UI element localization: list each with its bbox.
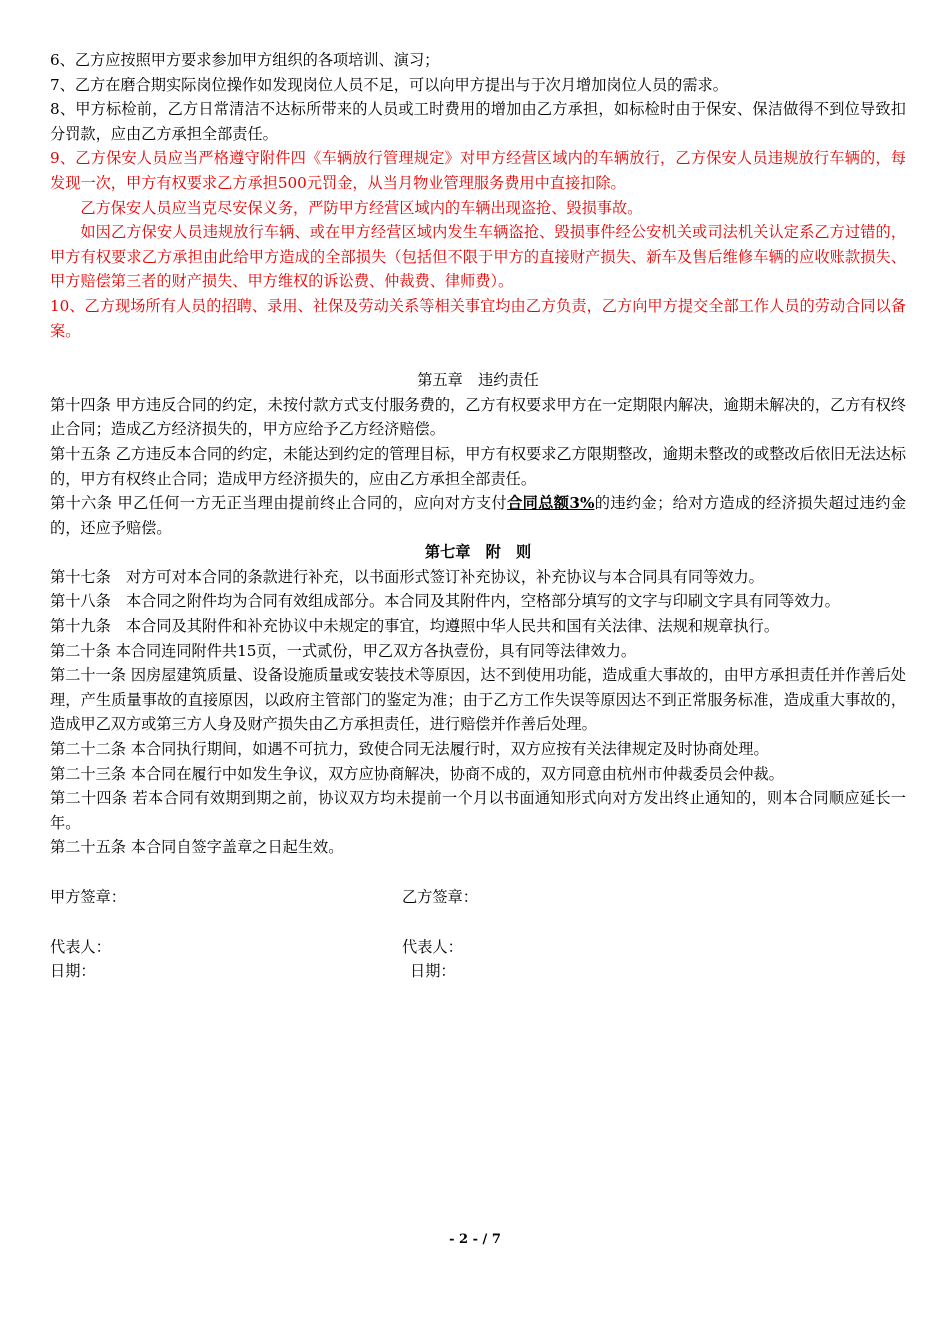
article-16-penalty-rate: 合同总额3% bbox=[507, 494, 595, 513]
clause-9: 9、乙方保安人员应当严格遵守附件四《车辆放行管理规定》对甲方经营区域内的车辆放行，乙方保安人员违规放行车辆的，每发现一次，甲方有权要求乙方承担500元罚金，从当月物业管理服务费用中直接扣除。 bbox=[50, 149, 906, 192]
party-b-representative-label: 代表人： bbox=[402, 937, 463, 956]
article-16-pre: 第十六条 甲乙任何一方无正当理由提前终止合同的，应向对方支付 bbox=[50, 494, 508, 513]
clause-10: 10、乙方现场所有人员的招聘、录用、社保及劳动关系等相关事宜均由乙方负责，乙方向甲方提交全部工作人员的劳动合同以备案。 bbox=[50, 296, 906, 340]
article-22: 第二十二条 本合同执行期间，如遇不可抗力，致使合同无法履行时，双方应按有关法律规定及时协商处理。 bbox=[50, 740, 769, 759]
article-16 bbox=[50, 491, 906, 540]
article-20: 第二十条 本合同连同附件共15页，一式贰份，甲乙双方各执壹份，具有同等法律效力。 bbox=[50, 641, 637, 660]
clause-list bbox=[50, 48, 906, 343]
article-15: 第十五条 乙方违反本合同的约定，未能达到约定的管理目标，甲方有权要求乙方限期整改，逾期未整改的或整改后依旧无法达标的，甲方有权终止合同；造成甲方经济损失的，应由乙方承担全部责任。 bbox=[50, 444, 906, 488]
article-14: 第十四条 甲方违反合同的约定，未按付款方式支付服务费的，乙方有权要求甲方在一定期限内解决，逾期未解决的，乙方有权终止合同；造成乙方经济损失的，甲方应给予乙方经济赔偿。 bbox=[50, 395, 906, 439]
clause-7: 7、乙方在磨合期实际岗位操作如发现岗位人员不足，可以向甲方提出与于次月增加岗位人员的需求。 bbox=[50, 75, 728, 94]
article-18: 第十八条 本合同之附件均为合同有效组成部分。本合同及其附件内，空格部分填写的文字与印刷文字具有同等效力。 bbox=[50, 592, 840, 611]
article-24: 第二十四条 若本合同有效期到期之前，协议双方均未提前一个月以书面通知形式向对方发出终止通知的，则本合同顺应延长一年。 bbox=[50, 789, 906, 832]
article-16-post: 的违约金；给对方造成的经济损失超过违约金的，还应予赔偿。 bbox=[50, 494, 907, 537]
representative-row bbox=[50, 935, 906, 960]
party-b-seal-label: 乙方签章： bbox=[402, 888, 478, 906]
clause-8: 8、甲方标检前，乙方日常清洁不达标所带来的人员或工时费用的增加由乙方承担，如标检时由于保安、保洁做得不到位导致扣分罚款，应由乙方承担全部责任。 bbox=[50, 100, 906, 143]
party-b-date-label: 日期： bbox=[410, 962, 456, 981]
article-23: 第二十三条 本合同在履行中如发生争议，双方应协商解决，协商不成的，双方同意由杭州市仲裁委员会仲裁。 bbox=[50, 764, 784, 783]
chapter-5-title: 第五章 违约责任 bbox=[417, 371, 539, 390]
document-page bbox=[50, 48, 906, 984]
party-a-date-label: 日期： bbox=[50, 962, 96, 981]
article-19: 第十九条 本合同及其附件和补充协议中未规定的事宜，均遵照中华人民共和国有关法律、法规和规章执行。 bbox=[50, 617, 779, 636]
clause-9-liability: 如因乙方保安人员违规放行车辆、或在甲方经营区域内发生车辆盗抢、毁损事件经公安机关或司法机关认定系乙方过错的，甲方有权要求乙方承担由此给甲方造成的全部损失（包括但不限于甲方的直接财产损失、新车及售后维修车辆的应收账款损失、甲方赔偿第三者的财产损失、甲方维权的诉讼费、仲裁费、律师费）。 bbox=[50, 223, 906, 291]
chapter-7-title: 第七章 附 则 bbox=[424, 543, 532, 562]
article-25: 第二十五条 本合同自签字盖章之日起生效。 bbox=[50, 838, 344, 857]
page-number: - 2 - / 7 bbox=[449, 1232, 501, 1247]
signature-seal-row bbox=[50, 885, 906, 910]
clause-9-security-duty: 乙方保安人员应当克尽安保义务，严防甲方经营区域内的车辆出现盗抢、毁损事故。 bbox=[80, 198, 643, 217]
party-a-seal-label: 甲方签章： bbox=[50, 888, 126, 906]
clause-6: 6、乙方应按照甲方要求参加甲方组织的各项培训、演习； bbox=[50, 51, 440, 69]
party-a-representative-label: 代表人： bbox=[50, 937, 111, 956]
article-21: 第二十一条 因房屋建筑质量、设备设施质量或安装技术等原因，达不到使用功能，造成重大事故的，由甲方承担责任并作善后处理，产生质量事故的直接原因，以政府主管部门的鉴定为准；由于乙方工作失误等原因达不到正常服务标准，造成重大事故的，造成甲乙双方或第三方人身及财产损失由乙方承担责任，进行赔偿并作善后处理。 bbox=[50, 666, 906, 734]
date-row bbox=[50, 959, 906, 984]
article-17: 第十七条 对方可对本合同的条款进行补充，以书面形式签订补充协议，补充协议与本合同具有同等效力。 bbox=[50, 567, 764, 586]
